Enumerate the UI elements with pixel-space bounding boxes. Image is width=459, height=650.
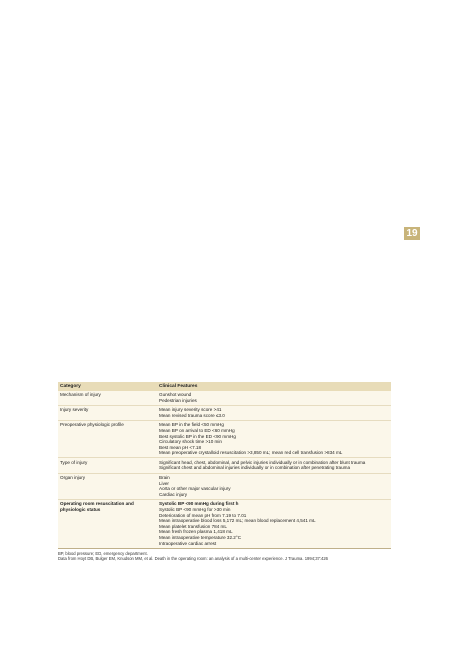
table-footnotes xyxy=(58,551,391,561)
footnote-abbreviations: BP, blood pressure; ED, emergency department. xyxy=(58,550,148,556)
feature-line: Intraoperative cardiac arrest xyxy=(159,540,217,546)
column-header-features: Clinical Features xyxy=(157,382,391,391)
table-row xyxy=(58,473,391,499)
feature-line: Mean BP on arrival to ED <60 mmHg xyxy=(159,427,235,433)
row-features xyxy=(157,391,391,406)
feature-line: Liver xyxy=(159,480,169,486)
feature-line: Mean revised trauma score ≤3.0 xyxy=(159,412,225,418)
feature-line: Circulatory shock time >10 min xyxy=(159,439,222,445)
row-features xyxy=(157,458,391,473)
feature-line: Best systolic BP in the ED <90 mmHg xyxy=(159,433,236,439)
row-features xyxy=(157,420,391,458)
row-category: Mechanism of injury xyxy=(58,391,157,406)
feature-line: Mean fresh frozen plasma 1,418 mL xyxy=(159,529,233,535)
feature-line: Cardiac injury xyxy=(159,491,188,497)
feature-line: Mean intraoperative temperature 32.2°C xyxy=(159,534,242,540)
feature-line: Mean intraoperative blood loss 5,172 mL; mean blood replacement 4,541 mL xyxy=(159,518,316,524)
row-category: Organ injury xyxy=(58,473,157,499)
feature-line: Best mean pH <7.18 xyxy=(159,444,202,450)
feature-line: Mean platelet transfusion 784 mL xyxy=(159,523,227,529)
table-row xyxy=(58,500,391,549)
feature-line: Significant head, chest, abdominal, and pelvic injuries individually or in combination after blunt trauma xyxy=(159,459,366,465)
footnote-source: Data from Hoyt DB, Bulger EM, Knudson MM, et al. Death in the operating room: an analysis of a multi-center experience. J Trauma. 1994;37:426 xyxy=(58,555,328,561)
feature-line: Gunshot wound xyxy=(159,391,192,397)
row-features xyxy=(157,473,391,499)
feature-line: Mean injury severity score >41 xyxy=(159,407,222,413)
row-category: Operating room resuscitation and physiologic status xyxy=(58,500,157,549)
row-category: Type of injury xyxy=(58,458,157,473)
feature-line: Brain xyxy=(159,475,170,481)
feature-line: Significant chest and abdominal injuries individually or in combination after penetrating trauma xyxy=(159,465,351,471)
feature-line: Systolic BP <90 mmHg during first h xyxy=(159,501,239,507)
table-row xyxy=(58,420,391,458)
clinical-features-table xyxy=(58,382,391,561)
table-row xyxy=(58,391,391,406)
feature-line: Mean BP in the field <50 mmHg xyxy=(159,422,224,428)
row-category: Preoperative physiologic profile xyxy=(58,420,157,458)
column-header-category: Category xyxy=(58,382,157,391)
feature-line: Systolic BP <90 mmHg for >30 min xyxy=(159,506,231,512)
table-row xyxy=(58,405,391,420)
row-features xyxy=(157,405,391,420)
table-body xyxy=(58,391,391,549)
table-header-row xyxy=(58,382,391,391)
feature-line: Pedestrian injuries xyxy=(159,397,197,403)
row-features xyxy=(157,500,391,549)
feature-line: Mean preoperative crystalloid resuscitation >3,850 mL; mean red cell transfusion >834 mL xyxy=(159,450,343,456)
chapter-number-tab: 19 xyxy=(404,227,420,240)
table-row xyxy=(58,458,391,473)
feature-line: Aorta or other major vascular injury xyxy=(159,486,231,492)
feature-line: Deterioration of mean pH from 7.19 to 7.01 xyxy=(159,512,247,518)
row-category: Injury severity xyxy=(58,405,157,420)
